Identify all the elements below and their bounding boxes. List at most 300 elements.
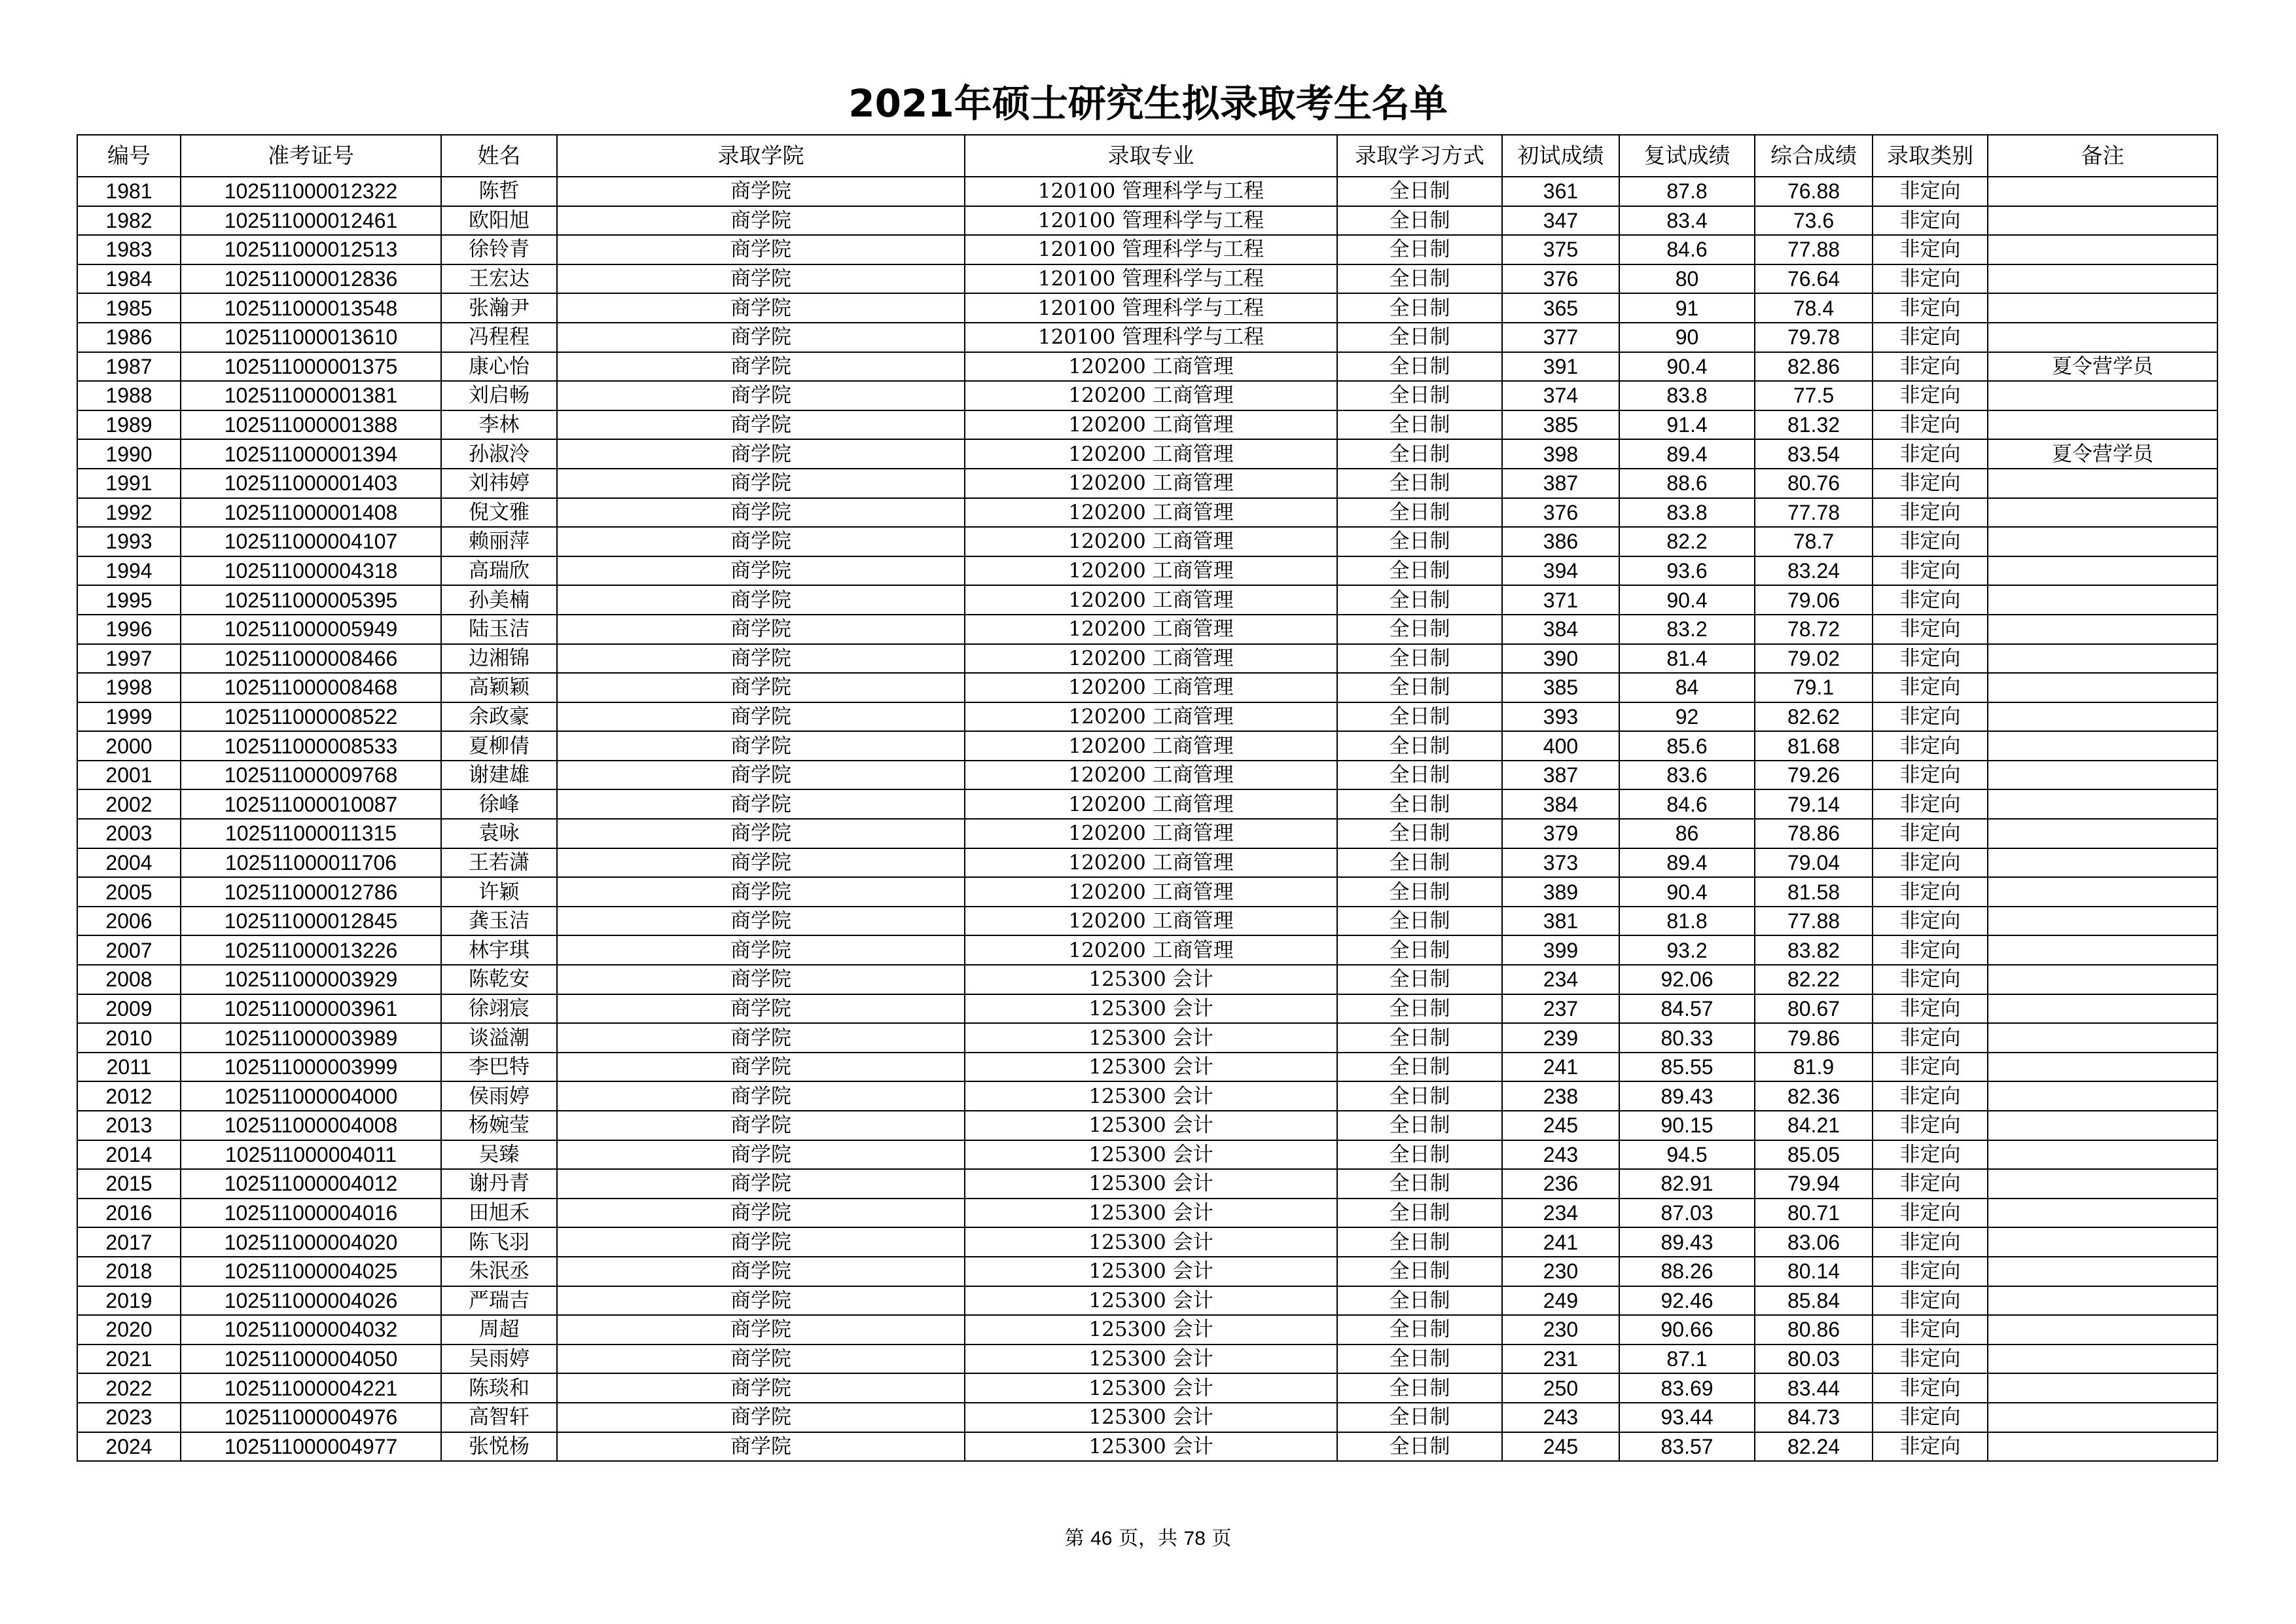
cell-id: 2003 [77,819,181,848]
cell-retest-score: 83.57 [1619,1432,1755,1462]
cell-id: 1995 [77,585,181,615]
cell-admission-type: 非定向 [1873,994,1988,1024]
cell-major: 120200 工商管理 [965,615,1337,644]
cell-college: 商学院 [557,644,965,674]
cell-admission-type: 非定向 [1873,907,1988,936]
cell-major: 120200 工商管理 [965,352,1337,382]
cell-retest-score: 92.06 [1619,965,1755,994]
cell-name: 朱泯丞 [441,1257,557,1286]
cell-retest-score: 83.2 [1619,615,1755,644]
cell-prelim-score: 230 [1502,1257,1619,1286]
cell-study-mode: 全日制 [1337,323,1502,352]
cell-remarks [1988,965,2217,994]
cell-name: 严瑞吉 [441,1286,557,1316]
cell-study-mode: 全日制 [1337,673,1502,702]
cell-study-mode: 全日制 [1337,1344,1502,1374]
cell-exam-number: 102511000003999 [181,1053,441,1082]
cell-id: 1994 [77,556,181,586]
cell-retest-score: 92 [1619,702,1755,732]
cell-admission-type: 非定向 [1873,877,1988,907]
cell-admission-type: 非定向 [1873,1023,1988,1053]
cell-retest-score: 89.43 [1619,1081,1755,1111]
cell-name: 徐翊宸 [441,994,557,1024]
cell-college: 商学院 [557,907,965,936]
table-row [77,615,2217,644]
cell-id: 2006 [77,907,181,936]
cell-id: 1998 [77,673,181,702]
cell-remarks [1988,323,2217,352]
cell-overall-score: 80.03 [1755,1344,1873,1374]
cell-prelim-score: 375 [1502,235,1619,264]
cell-admission-type: 非定向 [1873,1169,1988,1199]
cell-retest-score: 80 [1619,264,1755,294]
cell-admission-type: 非定向 [1873,1053,1988,1082]
table-row [77,994,2217,1024]
cell-exam-number: 102511000004050 [181,1344,441,1374]
cell-name: 边湘锦 [441,644,557,674]
cell-major: 120100 管理科学与工程 [965,293,1337,323]
cell-exam-number: 102511000011706 [181,848,441,878]
cell-college: 商学院 [557,1344,965,1374]
cell-remarks [1988,1023,2217,1053]
cell-study-mode: 全日制 [1337,1023,1502,1053]
cell-exam-number: 102511000001388 [181,410,441,440]
cell-prelim-score: 393 [1502,702,1619,732]
cell-study-mode: 全日制 [1337,819,1502,848]
cell-prelim-score: 376 [1502,498,1619,528]
column-header-exam-number: 准考证号 [181,135,441,177]
cell-college: 商学院 [557,673,965,702]
cell-overall-score: 77.88 [1755,907,1873,936]
cell-study-mode: 全日制 [1337,907,1502,936]
cell-admission-type: 非定向 [1873,644,1988,674]
cell-retest-score: 87.03 [1619,1199,1755,1228]
cell-study-mode: 全日制 [1337,1286,1502,1316]
cell-name: 倪文雅 [441,498,557,528]
cell-study-mode: 全日制 [1337,1432,1502,1462]
cell-remarks [1988,819,2217,848]
table-row [77,1403,2217,1432]
cell-major: 120200 工商管理 [965,907,1337,936]
cell-college: 商学院 [557,819,965,848]
cell-college: 商学院 [557,1286,965,1316]
cell-name: 谢建雄 [441,761,557,790]
table-row [77,731,2217,761]
cell-exam-number: 102511000011315 [181,819,441,848]
cell-admission-type: 非定向 [1873,702,1988,732]
cell-remarks [1988,789,2217,819]
cell-name: 孙美楠 [441,585,557,615]
cell-retest-score: 93.44 [1619,1403,1755,1432]
cell-major: 125300 会计 [965,1227,1337,1257]
cell-remarks [1988,1227,2217,1257]
cell-prelim-score: 347 [1502,206,1619,236]
cell-college: 商学院 [557,235,965,264]
cell-overall-score: 79.04 [1755,848,1873,878]
cell-id: 2012 [77,1081,181,1111]
table-row [77,1053,2217,1082]
page-footer [0,1523,2296,1555]
cell-exam-number: 102511000012461 [181,206,441,236]
cell-id: 1989 [77,410,181,440]
cell-remarks: 夏令营学员 [1988,352,2217,382]
cell-overall-score: 79.02 [1755,644,1873,674]
table-row [77,264,2217,294]
cell-name: 袁咏 [441,819,557,848]
cell-exam-number: 102511000012513 [181,235,441,264]
cell-remarks [1988,585,2217,615]
cell-college: 商学院 [557,1403,965,1432]
cell-name: 高颖颖 [441,673,557,702]
cell-overall-score: 81.68 [1755,731,1873,761]
cell-admission-type: 非定向 [1873,1373,1988,1403]
cell-remarks [1988,1081,2217,1111]
cell-overall-score: 83.54 [1755,439,1873,469]
cell-id: 2019 [77,1286,181,1316]
cell-remarks [1988,381,2217,410]
table-row [77,410,2217,440]
cell-id: 1992 [77,498,181,528]
cell-retest-score: 90.4 [1619,877,1755,907]
table-row [77,1169,2217,1199]
cell-id: 1996 [77,615,181,644]
cell-name: 杨婉莹 [441,1111,557,1140]
cell-major: 125300 会计 [965,1081,1337,1111]
footer-mid: 页，共 [1119,1527,1177,1550]
cell-admission-type: 非定向 [1873,615,1988,644]
cell-admission-type: 非定向 [1873,177,1988,206]
cell-college: 商学院 [557,439,965,469]
cell-admission-type: 非定向 [1873,673,1988,702]
cell-remarks [1988,556,2217,586]
cell-name: 陆玉洁 [441,615,557,644]
cell-college: 商学院 [557,1023,965,1053]
cell-study-mode: 全日制 [1337,702,1502,732]
cell-study-mode: 全日制 [1337,965,1502,994]
cell-study-mode: 全日制 [1337,1315,1502,1344]
cell-admission-type: 非定向 [1873,1140,1988,1170]
cell-retest-score: 83.4 [1619,206,1755,236]
cell-exam-number: 102511000004977 [181,1432,441,1462]
cell-retest-score: 82.2 [1619,527,1755,556]
cell-retest-score: 81.4 [1619,644,1755,674]
cell-major: 120200 工商管理 [965,935,1337,965]
cell-name: 许颖 [441,877,557,907]
cell-overall-score: 77.5 [1755,381,1873,410]
cell-remarks [1988,293,2217,323]
cell-remarks [1988,935,2217,965]
cell-overall-score: 84.21 [1755,1111,1873,1140]
cell-remarks [1988,877,2217,907]
cell-prelim-score: 371 [1502,585,1619,615]
cell-major: 125300 会计 [965,1140,1337,1170]
cell-major: 125300 会计 [965,994,1337,1024]
cell-retest-score: 92.46 [1619,1286,1755,1316]
cell-major: 120200 工商管理 [965,848,1337,878]
table-row [77,761,2217,790]
cell-retest-score: 82.91 [1619,1169,1755,1199]
cell-name: 吴臻 [441,1140,557,1170]
cell-retest-score: 84.6 [1619,789,1755,819]
cell-study-mode: 全日制 [1337,352,1502,382]
cell-prelim-score: 391 [1502,352,1619,382]
cell-name: 高智轩 [441,1403,557,1432]
cell-exam-number: 102511000001408 [181,498,441,528]
cell-major: 125300 会计 [965,1432,1337,1462]
table-row [77,585,2217,615]
cell-name: 吴雨婷 [441,1344,557,1374]
column-header-study-mode: 录取学习方式 [1337,135,1502,177]
cell-prelim-score: 384 [1502,615,1619,644]
table-row [77,673,2217,702]
cell-retest-score: 83.69 [1619,1373,1755,1403]
cell-prelim-score: 243 [1502,1403,1619,1432]
cell-prelim-score: 373 [1502,848,1619,878]
cell-overall-score: 82.62 [1755,702,1873,732]
cell-id: 1982 [77,206,181,236]
cell-exam-number: 102511000004026 [181,1286,441,1316]
cell-prelim-score: 241 [1502,1053,1619,1082]
cell-name: 余政豪 [441,702,557,732]
cell-remarks [1988,673,2217,702]
cell-admission-type: 非定向 [1873,585,1988,615]
cell-major: 125300 会计 [965,965,1337,994]
cell-remarks [1988,731,2217,761]
cell-major: 125300 会计 [965,1199,1337,1228]
cell-overall-score: 85.05 [1755,1140,1873,1170]
table-row [77,235,2217,264]
cell-remarks [1988,994,2217,1024]
cell-id: 2011 [77,1053,181,1082]
cell-prelim-score: 249 [1502,1286,1619,1316]
cell-overall-score: 82.36 [1755,1081,1873,1111]
cell-overall-score: 82.22 [1755,965,1873,994]
cell-retest-score: 83.6 [1619,761,1755,790]
cell-id: 1986 [77,323,181,352]
cell-admission-type: 非定向 [1873,469,1988,498]
cell-name: 龚玉洁 [441,907,557,936]
cell-remarks [1988,1199,2217,1228]
cell-retest-score: 90.66 [1619,1315,1755,1344]
cell-prelim-score: 236 [1502,1169,1619,1199]
cell-college: 商学院 [557,556,965,586]
cell-study-mode: 全日制 [1337,177,1502,206]
cell-major: 125300 会计 [965,1403,1337,1432]
cell-overall-score: 81.58 [1755,877,1873,907]
cell-study-mode: 全日制 [1337,789,1502,819]
cell-name: 冯程程 [441,323,557,352]
table-row [77,1373,2217,1403]
cell-remarks [1988,1432,2217,1462]
cell-prelim-score: 361 [1502,177,1619,206]
cell-remarks [1988,1403,2217,1432]
cell-college: 商学院 [557,1081,965,1111]
table-row [77,352,2217,382]
cell-exam-number: 102511000008468 [181,673,441,702]
cell-overall-score: 76.64 [1755,264,1873,294]
cell-prelim-score: 387 [1502,761,1619,790]
cell-exam-number: 102511000005949 [181,615,441,644]
cell-prelim-score: 386 [1502,527,1619,556]
cell-major: 120200 工商管理 [965,761,1337,790]
cell-major: 120200 工商管理 [965,381,1337,410]
cell-overall-score: 80.67 [1755,994,1873,1024]
cell-college: 商学院 [557,1227,965,1257]
cell-study-mode: 全日制 [1337,556,1502,586]
cell-college: 商学院 [557,1169,965,1199]
cell-study-mode: 全日制 [1337,527,1502,556]
cell-id: 2018 [77,1257,181,1286]
cell-retest-score: 89.4 [1619,848,1755,878]
cell-admission-type: 非定向 [1873,498,1988,528]
cell-study-mode: 全日制 [1337,469,1502,498]
cell-overall-score: 79.94 [1755,1169,1873,1199]
cell-prelim-score: 398 [1502,439,1619,469]
cell-prelim-score: 230 [1502,1315,1619,1344]
cell-college: 商学院 [557,761,965,790]
cell-name: 张悦杨 [441,1432,557,1462]
cell-id: 2017 [77,1227,181,1257]
cell-college: 商学院 [557,585,965,615]
cell-prelim-score: 385 [1502,673,1619,702]
cell-admission-type: 非定向 [1873,819,1988,848]
cell-major: 120200 工商管理 [965,439,1337,469]
table-row [77,1081,2217,1111]
cell-study-mode: 全日制 [1337,410,1502,440]
cell-name: 谢丹青 [441,1169,557,1199]
cell-college: 商学院 [557,994,965,1024]
cell-id: 2024 [77,1432,181,1462]
cell-prelim-score: 231 [1502,1344,1619,1374]
cell-major: 120200 工商管理 [965,556,1337,586]
cell-id: 2014 [77,1140,181,1170]
table-row [77,469,2217,498]
cell-admission-type: 非定向 [1873,761,1988,790]
cell-major: 120200 工商管理 [965,789,1337,819]
cell-exam-number: 102511000001394 [181,439,441,469]
cell-prelim-score: 377 [1502,323,1619,352]
cell-admission-type: 非定向 [1873,1403,1988,1432]
cell-major: 120200 工商管理 [965,644,1337,674]
column-header-name: 姓名 [441,135,557,177]
cell-college: 商学院 [557,1432,965,1462]
cell-admission-type: 非定向 [1873,1344,1988,1374]
cell-overall-score: 83.82 [1755,935,1873,965]
cell-retest-score: 84.57 [1619,994,1755,1024]
column-header-prelim-score: 初试成绩 [1502,135,1619,177]
table-row [77,965,2217,994]
cell-id: 1999 [77,702,181,732]
cell-admission-type: 非定向 [1873,235,1988,264]
table-row [77,877,2217,907]
cell-study-mode: 全日制 [1337,615,1502,644]
cell-id: 2002 [77,789,181,819]
cell-study-mode: 全日制 [1337,1403,1502,1432]
cell-major: 125300 会计 [965,1286,1337,1316]
cell-prelim-score: 385 [1502,410,1619,440]
cell-exam-number: 102511000004016 [181,1199,441,1228]
cell-college: 商学院 [557,702,965,732]
cell-overall-score: 78.72 [1755,615,1873,644]
cell-exam-number: 102511000013610 [181,323,441,352]
column-header-major: 录取专业 [965,135,1337,177]
cell-name: 陈飞羽 [441,1227,557,1257]
cell-remarks [1988,1373,2217,1403]
cell-study-mode: 全日制 [1337,235,1502,264]
cell-exam-number: 102511000004000 [181,1081,441,1111]
cell-overall-score: 83.06 [1755,1227,1873,1257]
table-row [77,527,2217,556]
cell-id: 2010 [77,1023,181,1053]
cell-id: 1984 [77,264,181,294]
cell-id: 2000 [77,731,181,761]
cell-prelim-score: 365 [1502,293,1619,323]
cell-study-mode: 全日制 [1337,293,1502,323]
cell-retest-score: 83.8 [1619,498,1755,528]
cell-prelim-score: 381 [1502,907,1619,936]
cell-remarks [1988,1286,2217,1316]
cell-college: 商学院 [557,1111,965,1140]
table-row [77,848,2217,878]
cell-major: 125300 会计 [965,1053,1337,1082]
cell-id: 1987 [77,352,181,382]
cell-retest-score: 89.4 [1619,439,1755,469]
cell-remarks [1988,848,2217,878]
cell-major: 125300 会计 [965,1111,1337,1140]
cell-major: 125300 会计 [965,1169,1337,1199]
cell-prelim-score: 399 [1502,935,1619,965]
cell-name: 王宏达 [441,264,557,294]
table-row [77,1315,2217,1344]
cell-id: 1993 [77,527,181,556]
cell-retest-score: 91 [1619,293,1755,323]
cell-overall-score: 80.76 [1755,469,1873,498]
cell-overall-score: 79.14 [1755,789,1873,819]
cell-study-mode: 全日制 [1337,731,1502,761]
table-row [77,1257,2217,1286]
cell-study-mode: 全日制 [1337,439,1502,469]
cell-study-mode: 全日制 [1337,848,1502,878]
cell-retest-score: 91.4 [1619,410,1755,440]
cell-exam-number: 102511000010087 [181,789,441,819]
cell-prelim-score: 394 [1502,556,1619,586]
cell-prelim-score: 250 [1502,1373,1619,1403]
cell-name: 王若潇 [441,848,557,878]
cell-name: 陈哲 [441,177,557,206]
cell-study-mode: 全日制 [1337,761,1502,790]
cell-study-mode: 全日制 [1337,1169,1502,1199]
cell-retest-score: 88.6 [1619,469,1755,498]
column-header-overall-score: 综合成绩 [1755,135,1873,177]
cell-exam-number: 102511000013226 [181,935,441,965]
cell-admission-type: 非定向 [1873,965,1988,994]
cell-id: 1997 [77,644,181,674]
cell-college: 商学院 [557,789,965,819]
cell-admission-type: 非定向 [1873,731,1988,761]
table-row [77,206,2217,236]
table-row [77,1140,2217,1170]
cell-name: 林宇琪 [441,935,557,965]
cell-remarks [1988,1169,2217,1199]
cell-college: 商学院 [557,1199,965,1228]
cell-id: 2013 [77,1111,181,1140]
cell-overall-score: 83.44 [1755,1373,1873,1403]
cell-admission-type: 非定向 [1873,1286,1988,1316]
table-row [77,907,2217,936]
cell-id: 2005 [77,877,181,907]
cell-overall-score: 79.1 [1755,673,1873,702]
cell-major: 125300 会计 [965,1344,1337,1374]
